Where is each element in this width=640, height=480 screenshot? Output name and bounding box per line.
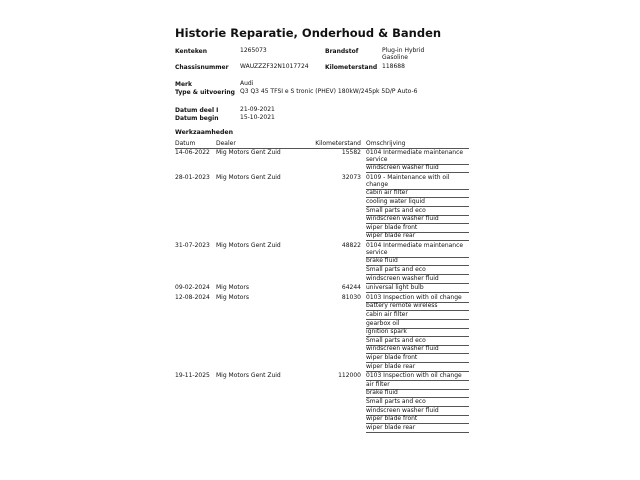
row-omschrijving-item: wiper blade rear — [366, 232, 416, 240]
row-omschrijving-item: Small parts and eco — [366, 398, 426, 405]
row-omschrijving-item: brake fluid — [366, 389, 398, 397]
row-omschrijving-item: wiper blade front — [366, 223, 418, 231]
row-omschrijving-item: wiper blade front — [366, 354, 418, 361]
row-kilometerstand: 48822 — [341, 242, 361, 249]
header-datum: Datum — [175, 140, 196, 147]
header-omschrijving: Omschrijving — [366, 140, 406, 147]
row-omschrijving-item: windscreen washer fluid — [366, 215, 439, 223]
row-omschrijving-item: cabin air filter — [366, 189, 408, 197]
km-value: 118688 — [382, 63, 405, 70]
row-omschrijving-item: Small parts and eco — [366, 336, 426, 344]
row-omschrijving-item: 0109 - Maintenance with oil change — [366, 174, 450, 188]
page-title: Historie Reparatie, Onderhoud & Banden — [175, 26, 442, 40]
row-omschrijving-item: battery remote wireless — [366, 302, 438, 310]
kenteken-value: 1265073 — [240, 47, 267, 54]
row-omschrijving-item: universal light bulb — [366, 284, 424, 292]
row-kilometerstand: 81030 — [341, 293, 361, 301]
row-dealer: Mig Motors — [216, 284, 250, 292]
row-omschrijving-item: brake fluid — [366, 257, 398, 265]
row-omschrijving-item: wiper blade rear — [366, 362, 416, 370]
row-omschrijving-item: wiper blade rear — [366, 423, 416, 431]
type-value: Q3 Q3 45 TFSI e S tronic (PHEV) 180kW/245pk 5D/P Auto-6 — [240, 88, 418, 95]
row-datum: 31-07-2023 — [175, 242, 210, 249]
row-omschrijving-item: 0103 Inspection with oil change — [366, 293, 462, 301]
row-kilometerstand: 64244 — [341, 284, 361, 292]
row-omschrijving-item: Small parts and eco — [366, 266, 426, 273]
row-kilometerstand: 32073 — [341, 174, 361, 181]
brandstof-label: Brandstof — [325, 48, 359, 55]
merk-label: Merk — [175, 81, 192, 88]
km-label: Kilometerstand — [325, 64, 378, 71]
row-omschrijving-item: windscreen washer fluid — [366, 345, 439, 353]
chassis-label: Chassisnummer — [175, 64, 229, 71]
brandstof-value-line1: Plug-in Hybrid — [382, 47, 425, 54]
row-kilometerstand: 112000 — [338, 372, 361, 380]
row-dealer: Mig Motors Gent Zuid — [216, 174, 281, 181]
brandstof-value-line2: Gasoline — [382, 54, 408, 61]
row-omschrijving-item: cooling water liquid — [366, 198, 425, 205]
row-omschrijving-item: 0104 Intermediate maintenance service — [366, 242, 464, 256]
row-datum: 28-01-2023 — [175, 174, 210, 181]
row-datum: 09-02-2024 — [175, 284, 210, 292]
werkzaamheden-title: Werkzaamheden — [175, 129, 233, 136]
row-dealer: Mig Motors — [216, 293, 250, 301]
row-omschrijving-item: windscreen washer fluid — [366, 274, 439, 282]
datum-deel1-label: Datum deel I — [175, 107, 219, 114]
chassis-value: WAUZZZF32N1017724 — [240, 63, 309, 70]
datum-begin-label: Datum begin — [175, 115, 219, 122]
datum-deel1-value: 21-09-2021 — [240, 106, 275, 113]
row-omschrijving-item: windscreen washer fluid — [366, 164, 439, 172]
header-kilometerstand: Kilometerstand — [315, 140, 361, 147]
row-omschrijving-item: 0103 Inspection with oil change — [366, 372, 462, 380]
row-omschrijving-item: 0104 Intermediate maintenance service — [366, 149, 464, 163]
row-datum: 12-08-2024 — [175, 293, 210, 301]
row-dealer: Mig Motors Gent Zuid — [216, 149, 281, 156]
header-dealer: Dealer — [216, 140, 236, 147]
type-label: Type & uitvoering — [175, 89, 235, 96]
merk-value: Audi — [240, 80, 254, 87]
row-kilometerstand: 15582 — [341, 149, 361, 156]
item-divider — [366, 432, 469, 433]
row-dealer: Mig Motors Gent Zuid — [216, 372, 281, 380]
row-omschrijving-item: gearbox oil — [366, 319, 400, 327]
kenteken-label: Kenteken — [175, 48, 207, 55]
datum-begin-value: 15-10-2021 — [240, 114, 275, 121]
row-omschrijving-item: ignition spark — [366, 328, 407, 336]
row-omschrijving-item: Small parts and eco — [366, 206, 426, 214]
row-omschrijving-item: cabin air filter — [366, 311, 408, 318]
row-omschrijving-item: wiper blade front — [366, 415, 418, 423]
row-omschrijving-item: windscreen washer fluid — [366, 406, 439, 414]
row-datum: 19-11-2025 — [175, 372, 210, 380]
row-omschrijving-item: air filter — [366, 380, 390, 388]
row-datum: 14-06-2022 — [175, 149, 210, 156]
row-dealer: Mig Motors Gent Zuid — [216, 242, 281, 249]
